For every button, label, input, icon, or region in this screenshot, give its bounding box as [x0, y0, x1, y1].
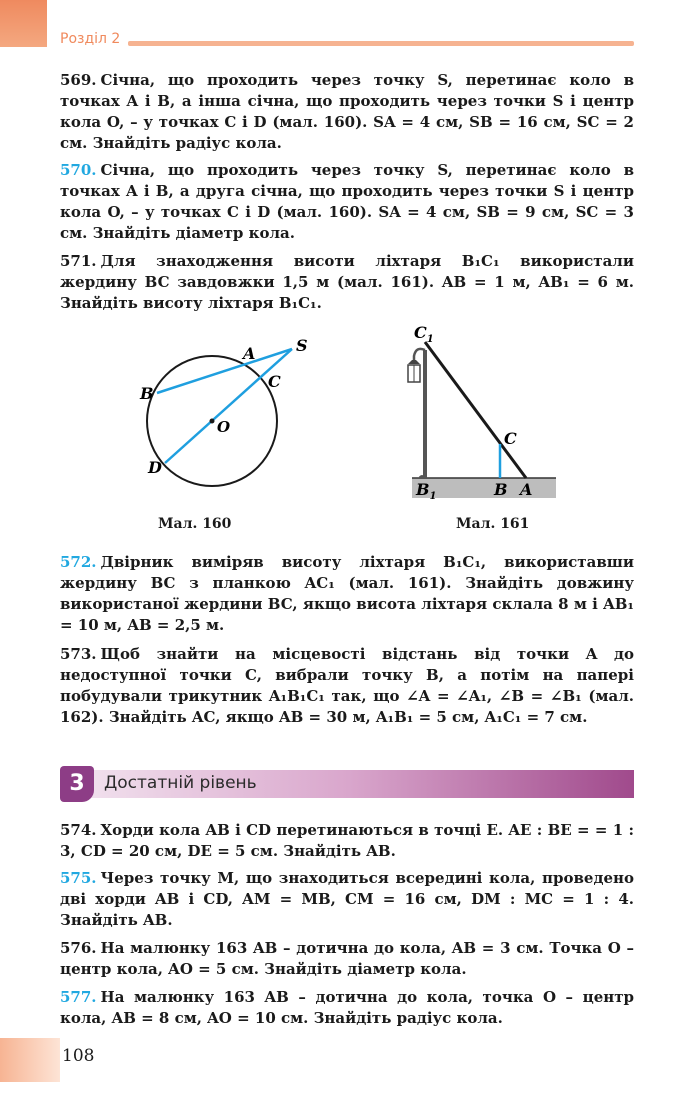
problem-number: 569.: [60, 71, 97, 89]
caption-fig161: Мал. 161: [456, 516, 530, 532]
label-b1: $B_1$: [416, 480, 437, 502]
label-d: D: [148, 458, 162, 477]
label-a: A: [520, 480, 533, 499]
problem-574: [60, 820, 634, 862]
level-badge: 3: [60, 766, 94, 802]
problem-577: [60, 987, 634, 1029]
page-corner-decoration-bottom: [0, 1038, 60, 1082]
header-rule: [128, 41, 634, 46]
label-a: A: [243, 344, 256, 363]
problem-573: [60, 644, 634, 728]
line-c1a: [425, 342, 526, 478]
problem-569: [60, 70, 634, 154]
problem-number: 572.: [60, 553, 97, 571]
problem-text: Щоб знайти на місцевості відстань від точки A до недоступної точки C, вибрали точку B, а потім на папері побудували трикутник A₁B₁C₁ так, що ∠A = ∠A₁, ∠B = ∠B₁ (мал. 162). Знайдіть AC, якщо AB = 30 м, A₁B₁ = 5 см, A₁C₁ = 7 см.: [60, 645, 634, 726]
caption-fig160: Мал. 160: [158, 516, 232, 532]
label-c1: $C_1$: [414, 323, 434, 345]
problem-text: Для знаходження висоти ліхтаря B₁C₁ використали жердину BC завдовжки 1,5 м (мал. 161). AB = 1 м, AB₁ = 6 м. Знайдіть висоту ліхтаря B₁C₁.: [60, 252, 634, 312]
problem-number: 576.: [60, 939, 97, 957]
center-point: [210, 419, 215, 424]
problem-text: Хорди кола AB і CD перетинаються в точці E. AE : BE = = 1 : 3, CD = 20 см, DE = 5 см. Знайдіть AB.: [60, 821, 634, 860]
problem-text: Двірник виміряв висоту ліхтаря B₁C₁, використавши жердину BC з планкою AC₁ (мал. 161). Знайдіть довжину використаної жердини BC, якщо висота ліхтаря склала 8 м і AB₁ = 10 м, AB = 2,5 м.: [60, 553, 634, 634]
problem-text: На малюнку 163 AB – дотична до кола, точка O – центр кола, AB = 8 см, AO = 10 см. Знайдіть радіус кола.: [60, 988, 634, 1027]
label-s: S: [296, 336, 308, 355]
problem-572: [60, 552, 634, 636]
problem-570: [60, 160, 634, 244]
problem-576: [60, 938, 634, 980]
level-title: Достатній рівень: [104, 773, 257, 793]
label-o: O: [217, 418, 231, 436]
problem-text: Січна, що проходить через точку S, перетинає коло в точках A і B, а друга січна, що проходить через точки S і центр кола O, – у точках C і D (мал. 160). SA = 4 см, SB = 9 см, SC = 3 см. Знайдіть діаметр кола.: [60, 161, 634, 242]
problem-number: 574.: [60, 821, 97, 839]
problem-number: 570.: [60, 161, 97, 179]
label-c: C: [268, 372, 281, 391]
problem-571: [60, 251, 634, 314]
problem-575: [60, 868, 634, 931]
label-b: B: [494, 480, 508, 499]
label-c: C: [504, 429, 517, 448]
figure-161: [400, 322, 560, 504]
problem-number: 571.: [60, 252, 97, 270]
lamp-cap: [408, 360, 420, 364]
page-corner-decoration: [0, 0, 47, 47]
page-number: 108: [62, 1046, 95, 1066]
label-b: B: [140, 384, 154, 403]
problem-text: На малюнку 163 AB – дотична до кола, AB = 3 см. Точка O – центр кола, AO = 5 см. Знайдіть діаметр кола.: [60, 939, 634, 978]
problem-number: 575.: [60, 869, 97, 887]
problem-text: Через точку M, що знаходиться всередині кола, проведено дві хорди AB і CD, AM = MB, CM = 16 см, DM : MC = 1 : 4. Знайдіть AB.: [60, 869, 634, 929]
figure-160: [130, 335, 330, 505]
section-title: Розділ 2: [60, 31, 121, 47]
problem-text: Січна, що проходить через точку S, перетинає коло в точках A і B, а інша січна, що проходить через точки S і центр кола O, – у точках C і D (мал. 160). SA = 4 см, SB = 16 см, SC = 2 см. Знайдіть радіус кола.: [60, 71, 634, 152]
problem-number: 577.: [60, 988, 97, 1006]
problem-number: 573.: [60, 645, 97, 663]
